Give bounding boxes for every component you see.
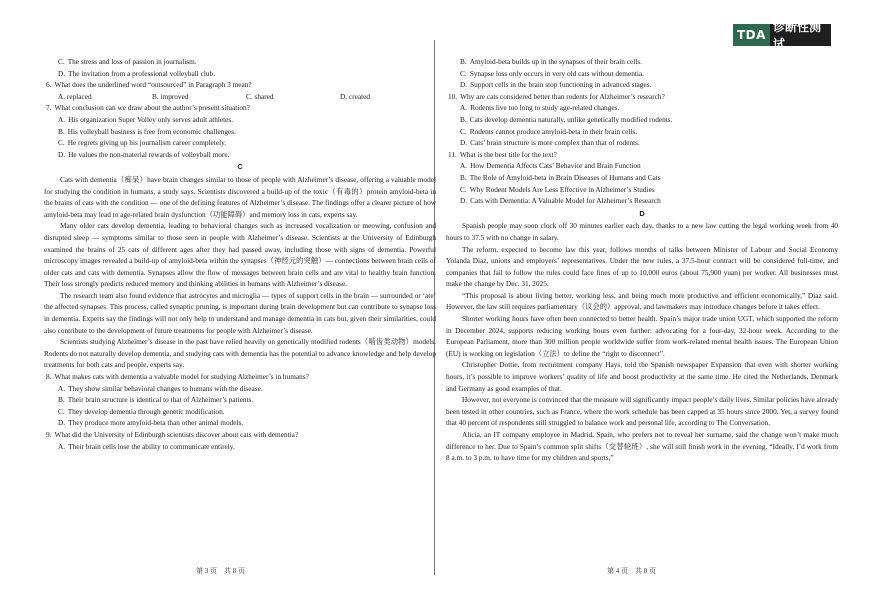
passage-paragraph: Many older cats develop dementia, leading to behavioral changes such as increased vocalization or meowing, confusion and disrupted sleep — symptoms similar to those seen in people with Alzheimer’s disease. Scientists at the University of Edinburgh examined the brains of 25 cats of different ages after they had passed away, including those with signs of dementia. Powerful microscopy images revealed a build-up of amyloid-beta within the synapses（神经元的突触）— connections between brain cells of older cats and cats with dementia. Synapses allow the flow of messages between brain cells and are vital to healthy brain function. Their loss strongly predicts reduced memory and thinking abilities in humans with Alzheimer’s disease. <box>44 221 436 289</box>
right-column <box>446 56 838 464</box>
question-6-options <box>44 91 436 103</box>
option-d: D. created <box>340 91 370 101</box>
passage-paragraph: The reform, expected to become law this year, follows months of talks between Minister of Labour and Social Economy Yolanda Diaz, unions and employers’ representatives. Under the new rules, a 37.5-hour contract will be considered full-time, and companies that fail to follow the rules could face fines of up to 10,000 euros (about 75,900 yuan) per worker. All businesses must make the change by Dec. 31, 2025. <box>446 244 838 289</box>
left-column <box>44 56 436 452</box>
passage-paragraph: Christopher Dottie, from recruitment company Hays, told the Spanish newspaper Expansion that even with shorter working hours, it’s possible to improve workers’ quality of life and boost productivity at the same time. He cited the Netherlands, Denmark and Germany as good examples of that. <box>446 360 838 393</box>
option-b: B. The Role of Amyloid-beta in Brain Diseases of Humans and Cats <box>460 172 661 182</box>
section-heading-d: D <box>639 208 645 218</box>
option-d: D. He values the non-material rewards of volleyball more. <box>58 149 230 159</box>
passage-paragraph: “This proposal is about living better, working less, and being much more productive and efficient economically,” Diaz said. However, the law still requires parliamentary（议会的）approval, and lawmakers may introduce changes before it takes effect. <box>446 290 838 312</box>
passage-paragraph: Spanish people may soon clock off 30 minutes earlier each day, thanks to a new law cutting the legal working week from 40 hours to 37.5 with no change in salary. <box>446 221 838 242</box>
question-6: 6. What does the underlined word “outsourced” in Paragraph 3 mean? <box>46 80 252 90</box>
section-heading-c: C <box>237 162 243 172</box>
brand-badge <box>733 20 831 51</box>
question-8: 8. What makes cats with dementia a valuable model for studying Alzheimer’s in humans? <box>46 372 309 382</box>
option-c: C. They develop dementia through genetic modification. <box>58 406 225 416</box>
badge-brand: TDA <box>733 24 770 46</box>
option-c: C. shared <box>246 91 274 101</box>
page-footer-left: 第 3 页 共 8 页 <box>196 567 245 575</box>
option-a: A. His organization Super Volley only serves adult athletes. <box>58 114 234 124</box>
option-c: C. The stress and loss of passion in journalism. <box>58 57 197 66</box>
option-b: B. Their brain structure is identical to that of Alzheimer’s patients. <box>58 395 254 405</box>
option-d: D. Cats with Dementia: A Valuable Model for Alzheimer’s Research <box>460 196 661 206</box>
option-b: B. His volleyball business is free from economic challenges. <box>58 126 236 136</box>
option-b: B. Amyloid-beta builds up in the synapses of their brain cells. <box>460 57 642 66</box>
option-d: D. Cats’ brain structure is more complex than that of rodents. <box>460 138 640 148</box>
passage-paragraph: Cats with dementia（痴呆）have brain changes similar to those of people with Alzheimer’s disease, offering a valuable model for studying the condition in humans, a study says. Scientists discovered a build-up of the toxic（有毒的）protein amyloid-beta in the brains of cats with the condition — one of the defining features of Alzheimer’s disease. The findings offer a clearer picture of how amyloid-beta may lead to age-related brain dysfunction（功能障碍）and memory loss in cats, experts say. <box>44 174 436 219</box>
option-d: D. Support cells in the brain stop functioning in advanced stages. <box>460 80 652 90</box>
option-a: A. replaced <box>58 91 92 101</box>
passage-paragraph: Scientists studying Alzheimer’s disease in the past have relied heavily on genetically modified rodents（啮齿类动物）models. Rodents do not naturally develop dementia, and studying cats with dementia has the potential to advance knowledge and help develop treatments for both cats and people, experts say. <box>44 337 436 370</box>
option-c: C. Why Rodent Models Are Less Effective in Alzheimer’s Studies <box>460 184 655 194</box>
option-c: C. He regrets giving up his journalism career completely. <box>58 138 227 148</box>
option-c: C. Rodents cannot produce amyloid-beta in their brain cells. <box>460 126 638 136</box>
question-10: 10. Why are cats considered better than rodents for Alzheimer’s research? <box>448 91 665 101</box>
option-c: C. Synapse loss only occurs in very old cats without dementia. <box>460 68 644 78</box>
passage-paragraph: Alicia, an IT company employee in Madrid, Spain, who prefers not to reveal her surname, said the change won’t make much difference to her. Due to Spain’s common split shifts（交替轮班）, she will still finish work in the evening. “Ideally, I’d work from 8 a.m. to 3 p.m. to have time for my children and sports,” <box>446 430 838 463</box>
page-footer-right: 第 4 页 共 8 页 <box>607 567 656 575</box>
option-d: D. They produce more amyloid-beta than other animal models. <box>58 418 244 428</box>
option-b: B. Cats develop dementia naturally, unlike genetically modified rodents. <box>460 114 673 124</box>
passage-paragraph: The research team also found evidence that astrocytes and microglia — types of support cells in the brain — surrounded or ‘ate’ the affected synapses. This process, called synaptic pruning, is important during brain development but can contribute to synapse loss in dementia. Experts say the findings will not only help to understand and manage dementia in cats but, given their similarities, could also contribute to the development of future treatments for people with Alzheimer’s disease. <box>44 290 436 335</box>
option-d: D. The invitation from a professional volleyball club. <box>58 68 216 78</box>
question-11: 11. What is the best title for the text? <box>448 149 557 159</box>
question-7: 7. What conclusion can we draw about the author’s present situation? <box>46 103 250 113</box>
option-a: A. They show similar behavioral changes to humans with the disease. <box>58 383 263 393</box>
option-a: A. Rodents live too long to study age-related changes. <box>460 103 620 113</box>
option-a: A. Their brain cells lose the ability to communicate entirely. <box>58 441 235 451</box>
badge-label: 诊断性测试 <box>772 20 821 51</box>
option-b: B. improved <box>152 91 189 101</box>
question-9: 9. What did the University of Edinburgh scientists discover about cats with dementia? <box>46 430 299 439</box>
option-a: A. How Dementia Affects Cats’ Behavior and Brain Function <box>460 161 641 171</box>
passage-paragraph: However, not everyone is convinced that the measure will significantly impact people’s daily lives. Similar policies have already been tested in other countries, such as France, where the work schedule has been capped at 35 hours since 2000. Yet, a survey found that 40 percent of respondents still struggled to balance work and personal life, according to The Conversation. <box>446 395 838 428</box>
passage-paragraph: Shorter working hours have often been connected to better health. Spain’s major trade union UGT, which supported the reform in December 2024, supports reducing working hours even further: advocating for a four-day, 32-hour week. According to the European Parliament, more than 300 million people worldwide suffer from work-related mental health issues. The European Union (EU) is working on legislation（立法）to define the “right to disconnect”. <box>446 314 838 358</box>
